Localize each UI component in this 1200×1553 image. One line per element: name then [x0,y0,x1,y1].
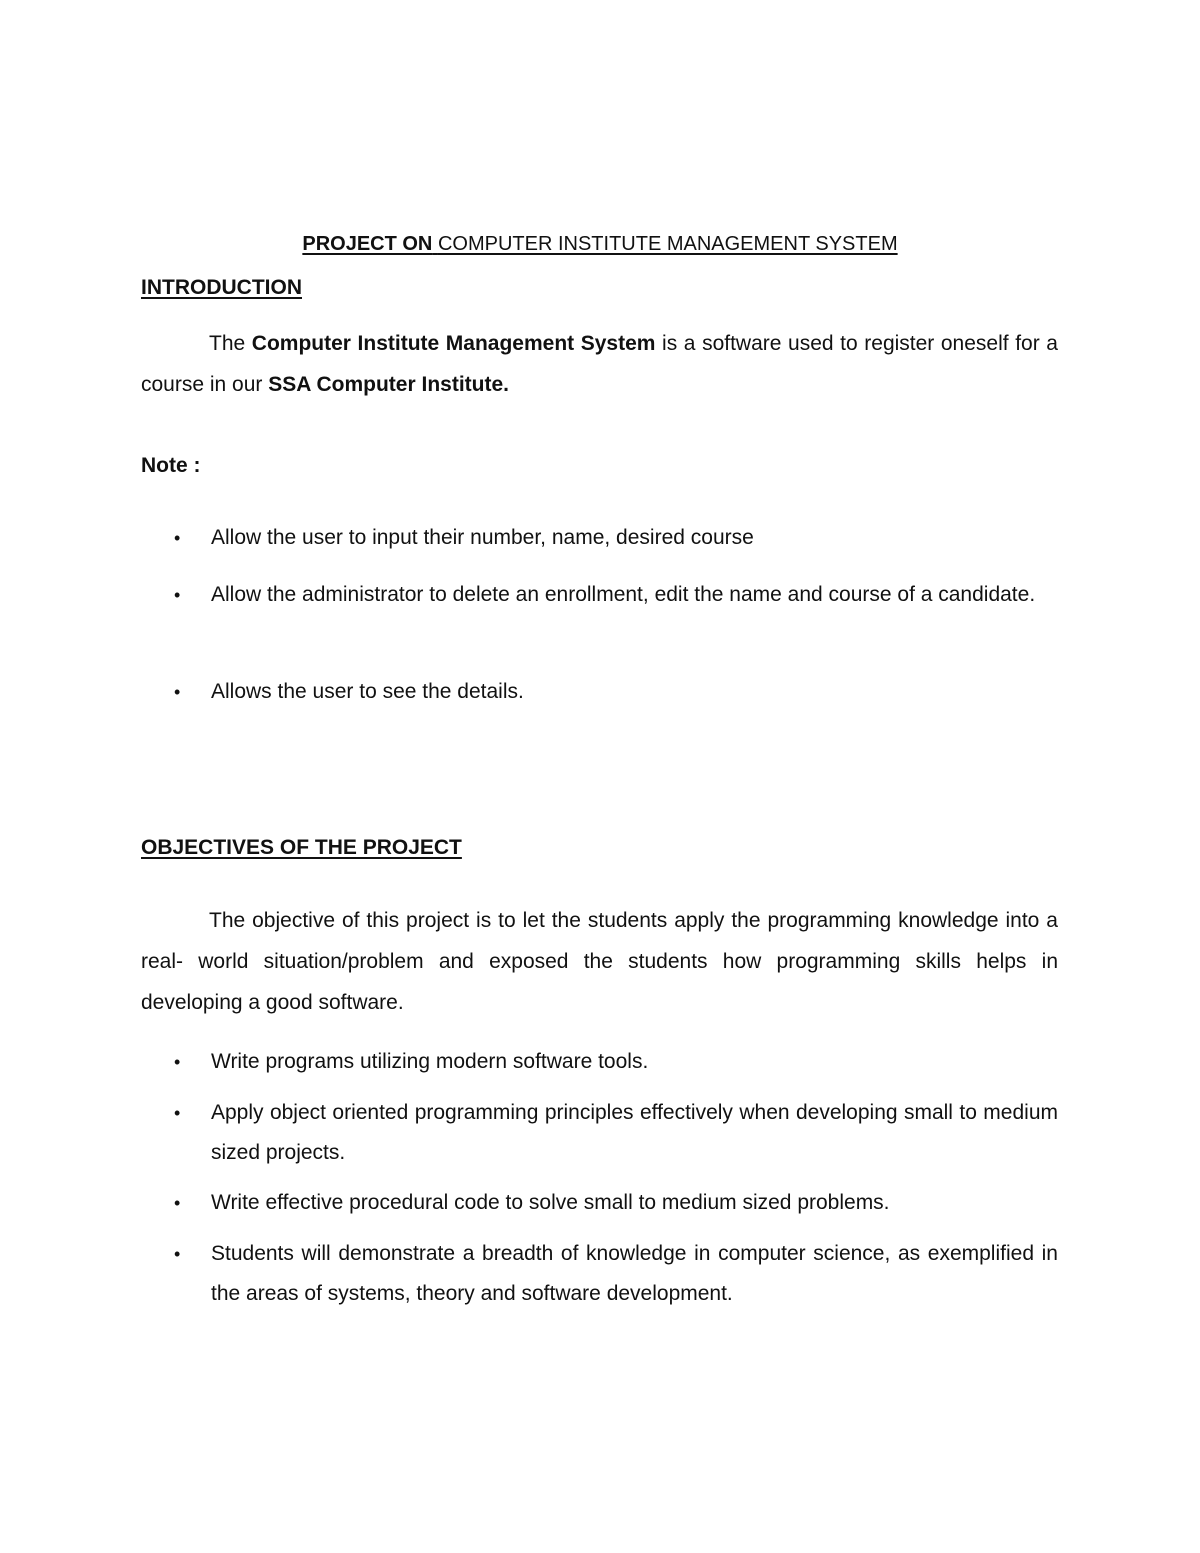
list-item-text: Allow the administrator to delete an enrollment, edit the name and course of a candidate. [211,583,1036,606]
bullet-icon: • [174,1193,181,1213]
introduction-paragraph [141,323,1058,405]
list-item-text: Apply object oriented programming principles effectively when developing small to medium sized projects. [211,1101,1058,1164]
intro-bold-institute: SSA Computer Institute. [268,373,509,396]
bullet-icon: • [174,528,181,548]
introduction-heading: INTRODUCTION [141,276,302,299]
objectives-paragraph [141,900,1058,1023]
list-item-text: Students will demonstrate a breadth of knowledge in computer science, as exemplified in the areas of systems, theory and software development. [211,1242,1058,1305]
list-item-text: Write programs utilizing modern software tools. [211,1050,649,1073]
bullet-icon: • [174,1103,181,1123]
list-item-text: Write effective procedural code to solve small to medium sized problems. [211,1191,890,1214]
bullet-icon: • [174,1244,181,1264]
note-label: Note : [141,454,201,477]
title-rest: COMPUTER INSTITUTE MANAGEMENT SYSTEM [437,233,898,255]
objectives-text: The objective of this project is to let the students apply the programming knowledge into a real- world situation/problem and exposed the students how programming skills helps in developing a good software. [141,909,1058,1014]
bullet-icon: • [174,1052,181,1072]
list-item-text: Allow the user to input their number, name, desired course [211,526,754,549]
list-item-text: Allows the user to see the details. [211,680,524,703]
intro-middle: is a software used to register oneself for a course in our [141,332,1058,396]
objectives-heading: OBJECTIVES OF THE PROJECT [141,836,462,859]
bullet-icon: • [174,682,181,702]
document-title [0,232,1200,256]
bullet-icon: • [174,585,181,605]
title-lead: PROJECT ON [302,233,433,255]
intro-prefix: The [209,332,246,355]
intro-bold-system: Computer Institute Management System [251,332,656,355]
